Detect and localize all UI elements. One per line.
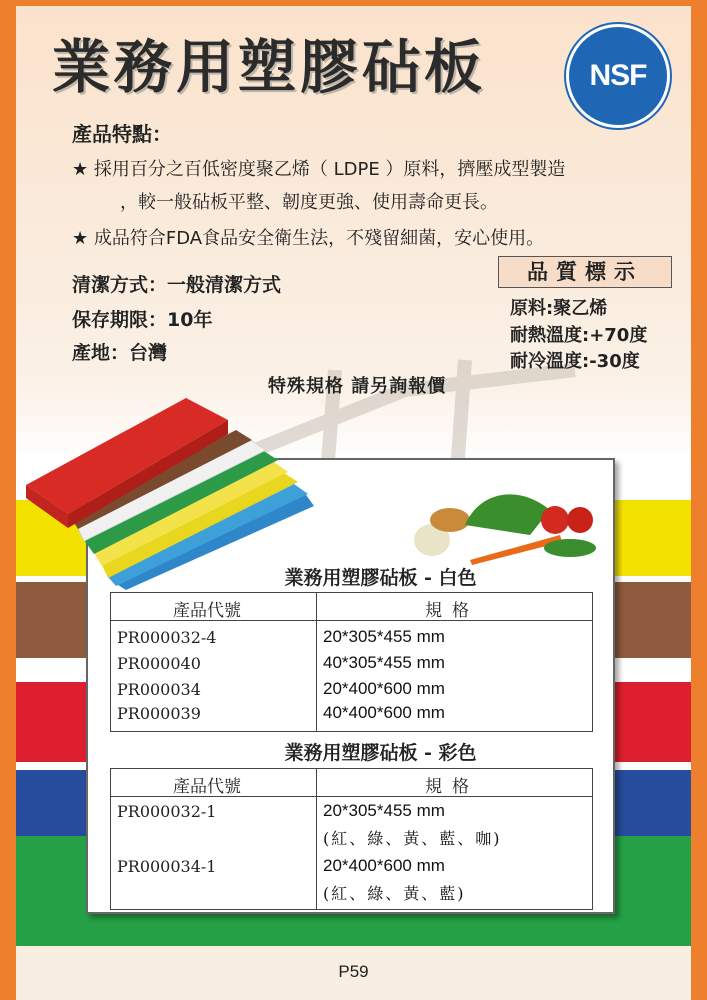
- column-header-spec: 規格: [425, 601, 479, 621]
- shelf-life: 保存期限：10年: [72, 309, 213, 331]
- feature-line-1-continued: ，較一般砧板平整、韌度更強、使用壽命更長。: [120, 192, 498, 213]
- feature-line-1: ★ 採用百分之百低密度聚乙烯（ LDPE ）原料，擠壓成型製造: [72, 159, 566, 180]
- quality-heading: 品質標示: [498, 256, 672, 288]
- table-row-code: PR000039: [117, 704, 201, 723]
- quality-cold: 耐冷溫度:-30度: [510, 351, 640, 372]
- table-row-spec: 40*305*455 mm: [323, 653, 445, 672]
- table-row-spec: 20*305*455 mm: [323, 627, 445, 646]
- table-row-code: PR000034: [117, 680, 201, 699]
- feature-line-2: ★ 成品符合FDA食品安全衛生法，不殘留細菌，安心使用。: [72, 228, 545, 249]
- table-row-spec: 40*400*600 mm: [323, 703, 445, 722]
- origin: 產地：台灣: [72, 342, 168, 364]
- color-table-title: 業務用塑膠砧板 - 彩色: [284, 742, 477, 764]
- cleaning-method: 清潔方式：一般清潔方式: [72, 274, 282, 296]
- table-row-code: PR000034-1: [117, 857, 217, 876]
- page-title: 業務用塑膠砧板: [52, 33, 487, 101]
- special-spec-note: 特殊規格 請另詢報價: [268, 376, 447, 397]
- table-row-code: PR000040: [117, 654, 201, 673]
- column-header-spec: 規格: [425, 777, 479, 797]
- frame-right: [691, 0, 707, 1000]
- quality-material: 原料:聚乙烯: [510, 298, 608, 319]
- table-row-spec: 20*400*600 mm: [323, 679, 445, 698]
- features-heading: 產品特點：: [72, 122, 172, 146]
- table-row-color-note: (紅、綠、黃、藍): [323, 884, 466, 903]
- table-row-spec: 20*305*455 mm: [323, 801, 445, 820]
- quality-heat: 耐熱溫度:+70度: [510, 325, 648, 346]
- table-row-code: PR000032-1: [117, 802, 217, 821]
- page-number: P59: [338, 962, 369, 981]
- table-row-code: PR000032-4: [117, 628, 217, 647]
- cutting-boards-image: [22, 390, 322, 590]
- white-spec-table: [110, 592, 593, 732]
- column-header-code: 產品代號: [173, 777, 241, 797]
- vegetables-image: [410, 490, 605, 570]
- nsf-badge-icon: NSF: [566, 24, 670, 128]
- color-spec-table: [110, 768, 593, 910]
- frame-left: [0, 0, 16, 1000]
- white-table-title: 業務用塑膠砧板 - 白色: [284, 567, 477, 589]
- table-row-spec: 20*400*600 mm: [323, 856, 445, 875]
- column-header-code: 產品代號: [173, 601, 241, 621]
- table-row-color-note: (紅、綠、黃、藍、咖): [323, 829, 502, 848]
